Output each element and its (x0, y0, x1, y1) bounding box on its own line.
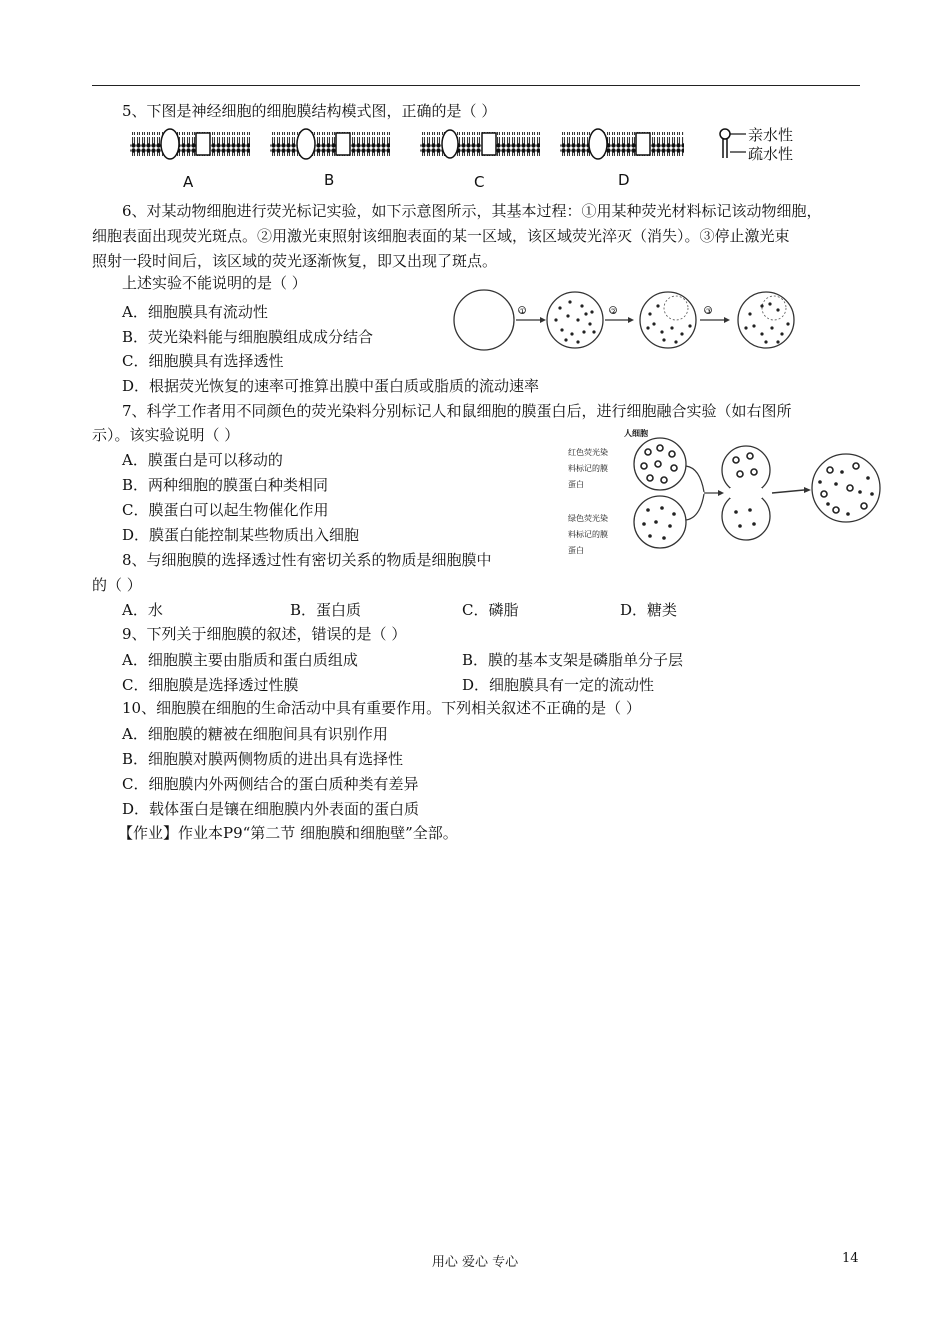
membrane-option-d (560, 129, 684, 159)
q10-option-d: D．载体蛋白是镶在细胞膜内外表面的蛋白质 (122, 800, 420, 818)
q9-stem: 9、下列关于细胞膜的叙述，错误的是（ ） (122, 625, 407, 643)
q6-option-d: D．根据荧光恢复的速率可推算出膜中蛋白质或脂质的流动速率 (122, 377, 540, 395)
q7-option-b: B．两种细胞的膜蛋白种类相同 (122, 476, 329, 494)
q8-option-d: D．糖类 (620, 601, 678, 619)
legend-hydrophilic: 亲水性 (748, 126, 794, 144)
membrane-structure-figure (126, 124, 806, 192)
q9-option-a: A．细胞膜主要由脂质和蛋白质组成 (122, 651, 358, 669)
fused-cell (812, 454, 880, 522)
q10-option-b: B．细胞膜对膜两侧物质的进出具有选择性 (122, 750, 404, 768)
header-rule (92, 85, 860, 86)
q6-option-b: B．荧光染料能与细胞膜组成成分结合 (122, 328, 374, 346)
q5-stem: 5、下图是神经细胞的细胞膜结构模式图，正确的是（ ） (122, 102, 497, 120)
q7-option-d: D．膜蛋白能控制某些物质出入细胞 (122, 526, 360, 544)
red-dye-label-3: 蛋白 (568, 480, 584, 489)
phospholipid-legend-icon (720, 129, 746, 158)
mouse-cell (634, 496, 686, 548)
q6-stem-line1: 6、对某动物细胞进行荧光标记实验，如下示意图所示，其基本过程：①用某种荧光材料标记该动物细胞， (122, 202, 822, 220)
green-dye-label-3: 蛋白 (568, 546, 584, 555)
membrane-option-a (130, 129, 250, 159)
q9-option-b: B．膜的基本支架是磷脂单分子层 (462, 651, 684, 669)
page-number: 14 (842, 1251, 859, 1266)
green-dye-label-2: 料标记的膜 (568, 530, 608, 539)
step-2-label: ② (610, 307, 618, 316)
q8-stem-line2: 的（ ） (92, 576, 142, 594)
homework-note: 【作业】作业本P9“第二节 细胞膜和细胞壁”全部。 (118, 824, 458, 842)
fluorescence-experiment-figure (450, 288, 802, 356)
q5-option-c-label: C (474, 173, 485, 191)
q10-stem: 10、细胞膜在细胞的生命活动中具有重要作用。下列相关叙述不正确的是（ ） (122, 699, 641, 717)
q9-option-d: D．细胞膜具有一定的流动性 (462, 676, 655, 694)
q10-option-a: A．细胞膜的糖被在细胞间具有识别作用 (122, 725, 388, 743)
q7-option-a: A．膜蛋白是可以移动的 (122, 451, 283, 469)
q8-option-a: A．水 (122, 601, 163, 619)
q6-question: 上述实验不能说明的是（ ） (122, 274, 307, 292)
q6-stem-line3: 照射一段时间后，该区域的荧光逐渐恢复，即又出现了斑点。 (92, 252, 498, 270)
unlabeled-cell (454, 290, 514, 350)
q6-stem-line2: 细胞表面出现荧光斑点。②用激光束照射该细胞表面的某一区域，该区域荧光淬灭（消失）。③停止激光束 (92, 227, 790, 245)
q7-stem-line2: 示）。该实验说明（ ） (92, 426, 240, 444)
cell-fusion-figure (620, 436, 885, 560)
q10-option-c: C．细胞膜内外两侧结合的蛋白质种类有差异 (122, 775, 419, 793)
q6-option-c: C．细胞膜具有选择透性 (122, 352, 284, 370)
q8-stem-line1: 8、与细胞膜的选择透过性有密切关系的物质是细胞膜中 (122, 551, 492, 569)
green-dye-label-1: 绿色荧光染 (568, 514, 608, 523)
q8-option-c: C．磷脂 (462, 601, 519, 619)
footer-motto: 用心 爱心 专心 (431, 1255, 519, 1270)
q5-option-b-label: B (324, 171, 335, 189)
step-3-label: ③ (705, 307, 713, 316)
q7-option-c: C．膜蛋白可以起生物催化作用 (122, 501, 329, 519)
red-dye-label-2: 料标记的膜 (568, 464, 608, 473)
q8-option-b: B．蛋白质 (290, 601, 362, 619)
q5-option-d-label: D (618, 171, 630, 189)
membrane-option-b (270, 129, 390, 159)
q7-stem-line1: 7、科学工作者用不同颜色的荧光染料分别标记人和鼠细胞的膜蛋白后，进行细胞融合实验（如右图所 (122, 402, 792, 420)
q6-option-a: A．细胞膜具有流动性 (122, 303, 268, 321)
membrane-option-c (420, 130, 540, 158)
legend-hydrophobic: 疏水性 (748, 145, 794, 163)
human-cell-label: 人细胞 (624, 429, 648, 438)
q5-option-a-label: A (183, 173, 194, 191)
q9-option-c: C．细胞膜是选择透过性膜 (122, 676, 299, 694)
step-1-label: ① (519, 307, 527, 316)
red-dye-label-1: 红色荧光染 (568, 448, 608, 457)
